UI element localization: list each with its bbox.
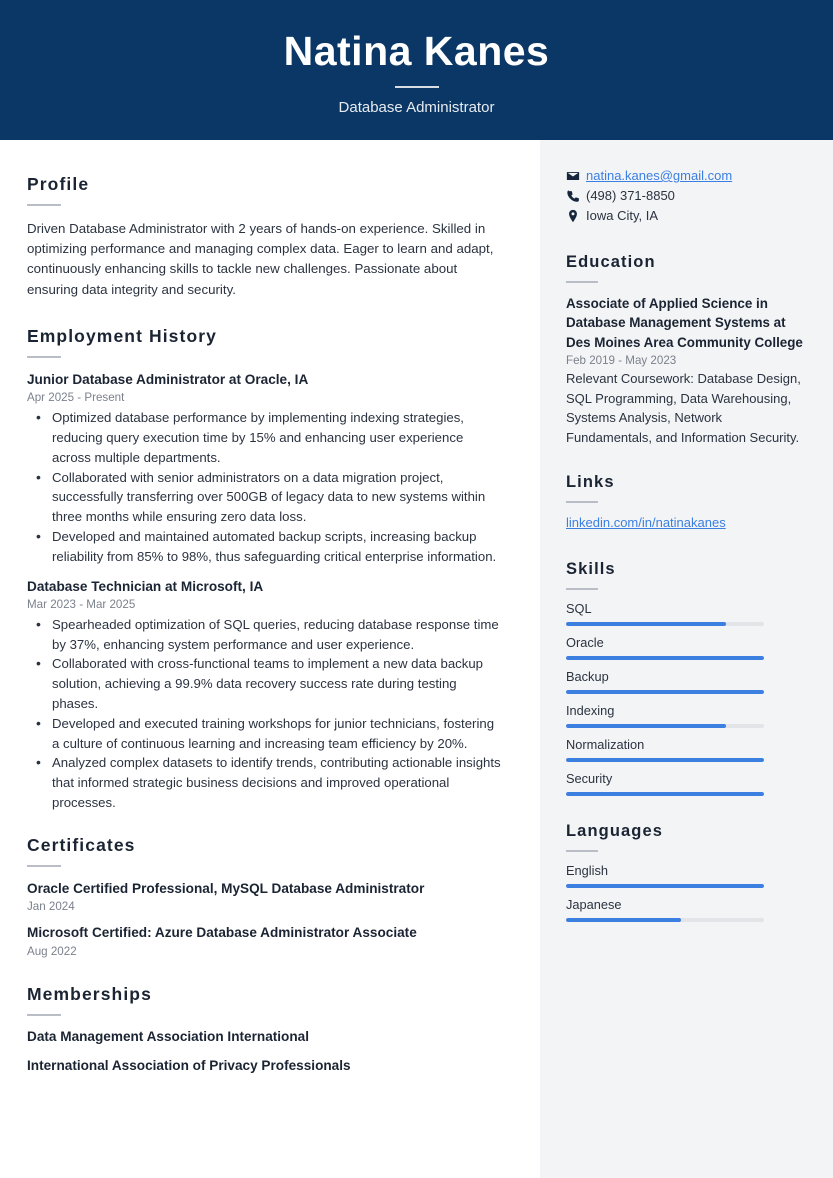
section-heading-languages: Languages (566, 822, 664, 841)
education-degree: Associate of Applied Science in Database Management Systems at Des Moines Area Community College (566, 296, 803, 350)
section-languages (566, 822, 803, 922)
skill-label: SQL (566, 601, 592, 617)
language-bar-fill (566, 884, 764, 888)
certificate-date: Aug 2022 (27, 944, 77, 958)
section-skills (566, 560, 803, 796)
list-item: • Collaborated with senior administrators on a data migration project, successfully transferring over 500GB of legacy data to new systems within three months while ensuring zero data loss. (27, 468, 504, 527)
contact-email-row (566, 168, 803, 183)
section-rule (27, 1014, 61, 1016)
section-rule (27, 356, 61, 358)
section-heading-links: Links (566, 473, 615, 492)
skill-label: Backup (566, 669, 609, 685)
linkedin-link[interactable]: linkedin.com/in/natinakanes (566, 515, 726, 531)
contact-location-value: Iowa City, IA (586, 208, 659, 223)
employment-entry (27, 371, 504, 567)
contact-phone-row (566, 188, 803, 203)
language-label: Japanese (566, 897, 622, 913)
education-description: Relevant Coursework: Database Design, SQL Programming, Data Warehousing, Systems Analysis, Network Fundamentals, and Information Security. (566, 371, 801, 445)
language-bar-track (566, 884, 764, 888)
section-rule (566, 850, 598, 852)
certificate-entry (27, 880, 504, 913)
employment-entry (27, 578, 504, 813)
language-bar-fill (566, 918, 681, 922)
skill-bar-track (566, 690, 764, 694)
list-item: • Spearheaded optimization of SQL queries, reducing database response time by 37%, enhancing system performance and user experience. (27, 615, 504, 655)
skill-bar-track (566, 792, 764, 796)
section-heading-memberships: Memberships (27, 983, 152, 1004)
section-heading-education: Education (566, 253, 656, 271)
section-links (566, 473, 803, 532)
section-rule (566, 588, 598, 590)
skill-label: Oracle (566, 635, 604, 651)
certificate-title: Microsoft Certified: Azure Database Administrator Associate (27, 925, 417, 941)
language-item (566, 897, 803, 922)
membership-entry: International Association of Privacy Professionals (27, 1057, 351, 1073)
certificate-entry (27, 924, 504, 957)
education-date: Feb 2019 - May 2023 (566, 354, 677, 368)
section-certificates (27, 835, 504, 958)
list-item: • Collaborated with cross-functional teams to implement a new data backup solution, achieving a 99.9% data recovery success rate during testing phases. (27, 654, 504, 713)
language-bar-track (566, 918, 764, 922)
section-rule (27, 204, 61, 206)
employment-title: Junior Database Administrator at Oracle, IA (27, 371, 309, 387)
employment-date: Apr 2025 - Present (27, 391, 125, 405)
section-memberships (27, 984, 504, 1073)
certificate-title: Oracle Certified Professional, MySQL Database Administrator (27, 880, 425, 896)
skill-label: Security (566, 771, 613, 787)
skill-item (566, 669, 803, 694)
skill-bar-fill (566, 724, 726, 728)
skill-label: Normalization (566, 737, 645, 753)
resume-header (0, 0, 833, 140)
header-subtitle: Database Administrator (338, 99, 495, 117)
contact-phone-value: (498) 371-8850 (586, 188, 675, 203)
list-item: • Developed and maintained automated backup scripts, increasing backup reliability from 85% to 98%, thus safeguarding critical enterprise information. (27, 527, 504, 567)
contact-email-link[interactable]: natina.kanes@gmail.com (586, 168, 733, 183)
sidebar-column (540, 140, 833, 1178)
section-profile (27, 174, 504, 300)
section-heading-certificates: Certificates (27, 834, 136, 855)
section-heading-profile: Profile (27, 174, 90, 194)
employment-bullets (27, 615, 504, 813)
section-education (566, 253, 803, 447)
skill-bar-track (566, 622, 764, 626)
main-column (0, 140, 540, 1178)
section-heading-skills: Skills (566, 560, 616, 579)
section-employment-history (27, 326, 504, 813)
resume-body (0, 140, 833, 1178)
skill-bar-fill (566, 758, 764, 762)
location-pin-icon (566, 209, 586, 223)
skill-item (566, 635, 803, 660)
skill-bar-track (566, 758, 764, 762)
skill-bar-fill (566, 656, 764, 660)
phone-icon (566, 189, 586, 203)
section-rule (27, 865, 61, 867)
skill-item (566, 737, 803, 762)
skill-item (566, 771, 803, 796)
skill-label: Indexing (566, 703, 615, 719)
contact-location-row (566, 208, 803, 223)
list-item: • Optimized database performance by implementing indexing strategies, reducing query execution time by 15% and enhancing user experience across multiple departments. (27, 408, 504, 467)
list-item: • Developed and executed training workshops for junior technicians, fostering a culture of continuous learning and increasing team efficiency by 20%. (27, 714, 504, 754)
skill-bar-fill (566, 792, 764, 796)
skill-bar-track (566, 656, 764, 660)
section-heading-employment: Employment History (27, 325, 217, 346)
certificate-date: Jan 2024 (27, 900, 75, 914)
skill-bar-track (566, 724, 764, 728)
section-rule (566, 501, 598, 503)
employment-date: Mar 2023 - Mar 2025 (27, 597, 136, 611)
envelope-icon (566, 169, 586, 183)
page-title: Natina Kanes (283, 27, 550, 74)
skill-bar-fill (566, 622, 726, 626)
profile-text: Driven Database Administrator with 2 years of hands-on experience. Skilled in optimizing performance and managing complex data. Eager to learn and adapt, continuously enhancing skills to tackle new challenges. Passionate about ensuring data integrity and security. (27, 221, 494, 297)
header-divider (395, 86, 439, 88)
employment-bullets (27, 408, 504, 566)
section-rule (566, 281, 598, 283)
language-label: English (566, 863, 608, 879)
skill-bar-fill (566, 690, 764, 694)
contact-list (566, 168, 803, 223)
membership-entry: Data Management Association International (27, 1028, 309, 1044)
language-item (566, 863, 803, 888)
employment-title: Database Technician at Microsoft, IA (27, 578, 264, 594)
skill-item (566, 703, 803, 728)
list-item: • Analyzed complex datasets to identify trends, contributing actionable insights that informed strategic business decisions and improved operational processes. (27, 753, 504, 812)
skill-item (566, 601, 803, 626)
